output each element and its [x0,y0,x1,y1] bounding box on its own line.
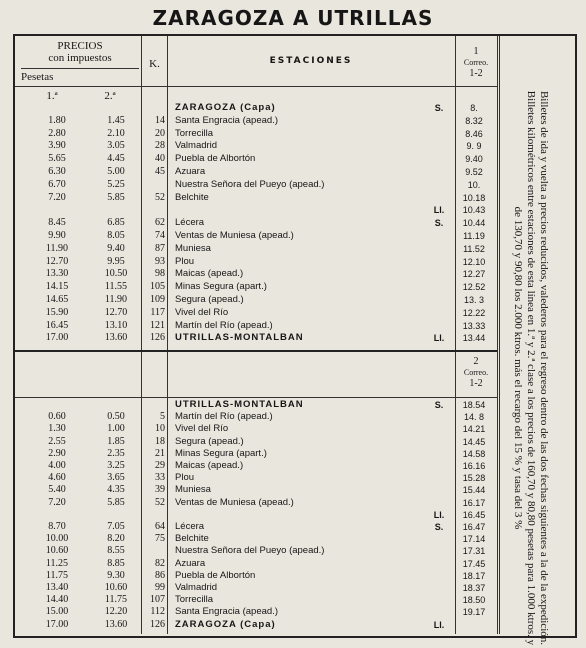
train-time: 17.45 [462,558,486,569]
price-2nd: 1.45 [107,114,125,126]
train-1-classes: 1-2 [469,68,483,79]
price-2nd: 8.05 [107,230,125,241]
price-2nd: 5.25 [107,178,125,190]
km: 126 [150,332,165,344]
train-2-classes: 1-2 [469,378,483,389]
station-name: Martín del Río (apead.) [175,319,273,331]
km: 75 [155,533,165,545]
price-1st: 5.65 [48,153,66,165]
price-2nd: 4.35 [107,484,125,496]
price-1st: 17.00 [45,618,69,630]
train-time: 18.54 [462,400,486,410]
arr-dep-mark: S. [434,522,444,532]
station-name: Ventas de Muniesa (apead.) [175,496,294,508]
station-name: ZARAGOZA (Capa) [175,618,276,630]
train-time: 10.43 [462,205,486,216]
timetable-frame [13,34,577,646]
train-time: 12.52 [462,282,486,293]
train-time: 11.19 [463,231,485,241]
train-2-number: 2 [473,356,479,367]
price-2nd: 1.85 [107,435,125,447]
page-title: ZARAGOZA A UTRILLAS [152,6,434,30]
km: 5 [160,411,165,423]
price-2nd: 2.35 [107,447,125,459]
prices-header [21,40,139,64]
divider [15,86,497,87]
km: 18 [155,435,165,447]
km: 126 [150,618,165,630]
price-1st: 14.15 [45,281,69,293]
km: 20 [155,127,165,139]
price-2nd: 13.10 [104,319,128,331]
km: 121 [150,319,165,331]
station-name: Belchite [175,191,209,203]
price-1st: 13.40 [45,582,69,593]
arr-dep-mark: S. [434,218,444,229]
train-time: 17.31 [462,546,486,557]
train-time: 13.33 [462,320,486,331]
fare-note: Billetes de ida y vuelta a precios reducidos, valederos para el regreso dentro de las dos fechas siguientes a la de la expedición. Billetes kilométricos entre estaciones de esta línea en 1.ª y 2.ª clase a los precios de 160,70 y 80,80 pesetas para 1.000 ktros. y de 130,70 y 90,80 los 2.000 ktros. más el recargo del 15 % y tasa del 3 % [512,90,550,646]
price-2nd: 9.40 [107,242,125,254]
divider [497,36,498,634]
station-name: Santa Engracia (apead.) [175,606,278,618]
train-time: 15.44 [462,485,486,496]
price-2nd: 5.85 [107,191,125,203]
price-1st: 3.90 [48,140,66,152]
train-time: 13. 3 [463,295,485,305]
station-name: Minas Segura (apart.) [175,447,267,459]
station-name: Lécera [175,217,205,229]
km: 10 [155,423,165,435]
train-time: 9. 9 [466,141,482,152]
train-time: 16.47 [462,522,486,532]
price-2nd: 13.60 [104,332,128,344]
km: 64 [155,521,165,532]
train-time: 10.44 [462,218,486,229]
price-1st: 15.90 [45,306,69,318]
precios-label: PRECIOS [57,40,103,52]
km: 29 [155,460,165,471]
price-1st: 1.30 [48,423,66,435]
train-time: 18.37 [462,583,486,593]
price-2nd: 4.45 [107,153,125,165]
station-name: Azuara [175,166,206,177]
arr-dep-mark: Ll. [433,619,445,630]
price-1st: 4.60 [48,472,66,484]
price-2nd: 0.50 [107,411,125,423]
price-1st: 10.00 [45,533,69,545]
train-time: 19.17 [462,607,486,618]
station-name: Maicas (apead.) [175,268,244,280]
station-name: Torrecilla [175,594,214,606]
train-time: 12.22 [462,307,486,318]
train-time: 10. [467,179,481,190]
station-name: Puebla de Albortón [175,569,256,581]
train-time: 15.28 [462,473,486,484]
price-1st: 6.30 [48,166,66,177]
price-2nd: 8.55 [107,545,125,557]
km: 87 [155,242,165,254]
price-2nd: 3.25 [107,460,125,471]
train-2-header [455,356,497,389]
arr-dep-mark: Ll. [433,205,445,216]
price-2nd: 8.20 [107,533,125,545]
station-name: Segura (apead.) [175,294,244,305]
price-1st: 15.00 [45,606,69,618]
price-2nd: 3.05 [107,140,125,152]
train-time: 12.27 [462,269,486,280]
train-1-number: 1 [473,46,479,57]
price-1st: 8.45 [48,217,66,229]
km: 112 [150,606,165,618]
km: 52 [155,496,165,508]
class-1-header: 1.ª [46,90,58,102]
price-1st: 14.65 [45,294,69,305]
price-2nd: 10.50 [104,268,128,280]
divider [21,68,139,69]
con-impuestos-label: con impuestos [48,52,112,64]
price-2nd: 7.05 [107,521,125,532]
train-time: 13.44 [462,333,486,344]
train-time: 8.32 [465,115,483,126]
train-time: 8. [470,103,478,113]
train-time: 10.18 [462,192,486,203]
station-name: Vivel del Río [175,423,229,435]
km: 39 [155,484,165,496]
station-name: Segura (apead.) [175,435,244,447]
price-1st: 7.20 [48,191,66,203]
station-name: Santa Engracia (apead.) [175,114,278,126]
station-name: Nuestra Señora del Pueyo (apead.) [175,178,325,190]
station-name: UTRILLAS-MONTALBAN [175,399,304,410]
station-name: Lécera [175,521,205,532]
km: 107 [150,594,165,606]
station-name: Valmadrid [175,140,218,152]
price-1st: 13.30 [45,268,69,280]
km: 45 [155,166,165,177]
km: 105 [150,281,165,293]
price-1st: 1.80 [48,114,66,126]
divider [141,36,142,634]
km: 52 [155,191,165,203]
price-1st: 10.60 [45,545,69,557]
station-name: Puebla de Albortón [175,153,256,165]
km: 33 [155,472,165,484]
arr-dep-mark: S. [434,400,444,410]
train-time: 14.58 [462,448,486,459]
price-2nd: 6.85 [107,217,125,229]
km: 98 [155,268,165,280]
km: 74 [155,230,165,241]
station-name: Plou [175,472,195,484]
price-1st: 11.25 [45,557,69,569]
divider [167,36,168,634]
price-2nd: 11.90 [104,294,128,305]
divider [15,397,497,398]
station-name: Torrecilla [175,127,214,139]
divider [15,350,497,352]
price-2nd: 3.65 [107,472,125,484]
price-2nd: 11.55 [104,281,128,293]
station-name: Valmadrid [175,582,218,593]
km: 99 [155,582,165,593]
price-1st: 4.00 [48,460,66,471]
price-1st: 9.90 [48,230,66,241]
train-time: 9.52 [465,167,483,177]
train-time: 16.45 [462,509,486,520]
price-1st: 2.55 [48,435,66,447]
km: 40 [155,153,165,165]
station-name: UTRILLAS-MONTALBAN [175,332,304,344]
station-name: Muniesa [175,242,211,254]
arr-dep-mark: Ll. [433,333,445,344]
km: 82 [155,557,165,569]
station-name: Minas Segura (apart.) [175,281,267,293]
price-1st: 16.45 [45,319,69,331]
train-time: 17.14 [462,534,486,545]
station-name: Ventas de Muniesa (apead.) [175,230,294,241]
price-2nd: 10.60 [104,582,128,593]
train-time: 11.52 [463,243,485,254]
price-1st: 11.90 [45,242,69,254]
price-1st: 2.80 [48,127,66,139]
train-time: 8.46 [465,128,483,139]
train-time: 16.16 [462,461,486,471]
km: 21 [155,447,165,459]
pesetas-label: Pesetas [21,71,54,83]
station-name: Martín del Río (apead.) [175,411,273,423]
price-2nd: 8.85 [107,557,125,569]
station-name: Azuara [175,557,206,569]
train-time: 16.17 [462,497,486,508]
km: 109 [150,294,165,305]
train-1-type: Correo. [463,58,489,67]
station-name: Maicas (apead.) [175,460,244,471]
price-2nd: 9.95 [107,255,125,267]
class-2-header: 2.ª [104,90,116,102]
arr-dep-mark: Ll. [433,509,445,520]
km: 62 [155,217,165,229]
station-name: ZARAGOZA (Capa) [175,102,276,113]
price-1st: 5.40 [48,484,66,496]
km: 86 [155,569,165,581]
divider [499,36,500,634]
price-2nd: 13.60 [104,618,128,630]
price-1st: 8.70 [48,521,66,532]
price-1st: 7.20 [48,496,66,508]
km: 28 [155,140,165,152]
price-2nd: 12.70 [104,306,128,318]
price-2nd: 2.10 [107,127,125,139]
station-name: Belchite [175,533,209,545]
km: 117 [150,306,165,318]
train-time: 14. 8 [463,412,485,423]
price-2nd: 12.20 [104,606,128,618]
station-name: Vivel del Río [175,306,229,318]
train-time: 14.45 [462,436,486,447]
train-time: 18.50 [462,595,486,606]
km: 93 [155,255,165,267]
price-1st: 17.00 [45,332,69,344]
price-2nd: 11.75 [104,594,128,606]
price-1st: 14.40 [45,594,69,606]
km: 14 [155,114,165,126]
station-name: Plou [175,255,195,267]
train-time: 12.10 [462,256,486,267]
station-name: Nuestra Señora del Pueyo (apead.) [175,545,325,557]
price-1st: 12.70 [45,255,69,267]
train-time: 14.21 [462,424,486,435]
train-2-type: Correo. [463,368,489,377]
price-1st: 0.60 [48,411,66,423]
price-2nd: 5.85 [107,496,125,508]
arr-dep-mark: S. [434,103,444,113]
price-2nd: 5.00 [107,166,125,177]
estaciones-header: ESTACIONES [269,56,353,66]
train-1-header [455,46,497,79]
price-2nd: 9.30 [107,569,125,581]
station-name: Muniesa [175,484,211,496]
train-time: 18.17 [462,570,486,581]
price-1st: 11.75 [45,569,69,581]
price-1st: 6.70 [48,178,66,190]
train-time: 9.40 [465,154,483,165]
price-2nd: 1.00 [107,423,125,435]
k-header: K. [149,58,160,70]
price-1st: 2.90 [48,447,66,459]
